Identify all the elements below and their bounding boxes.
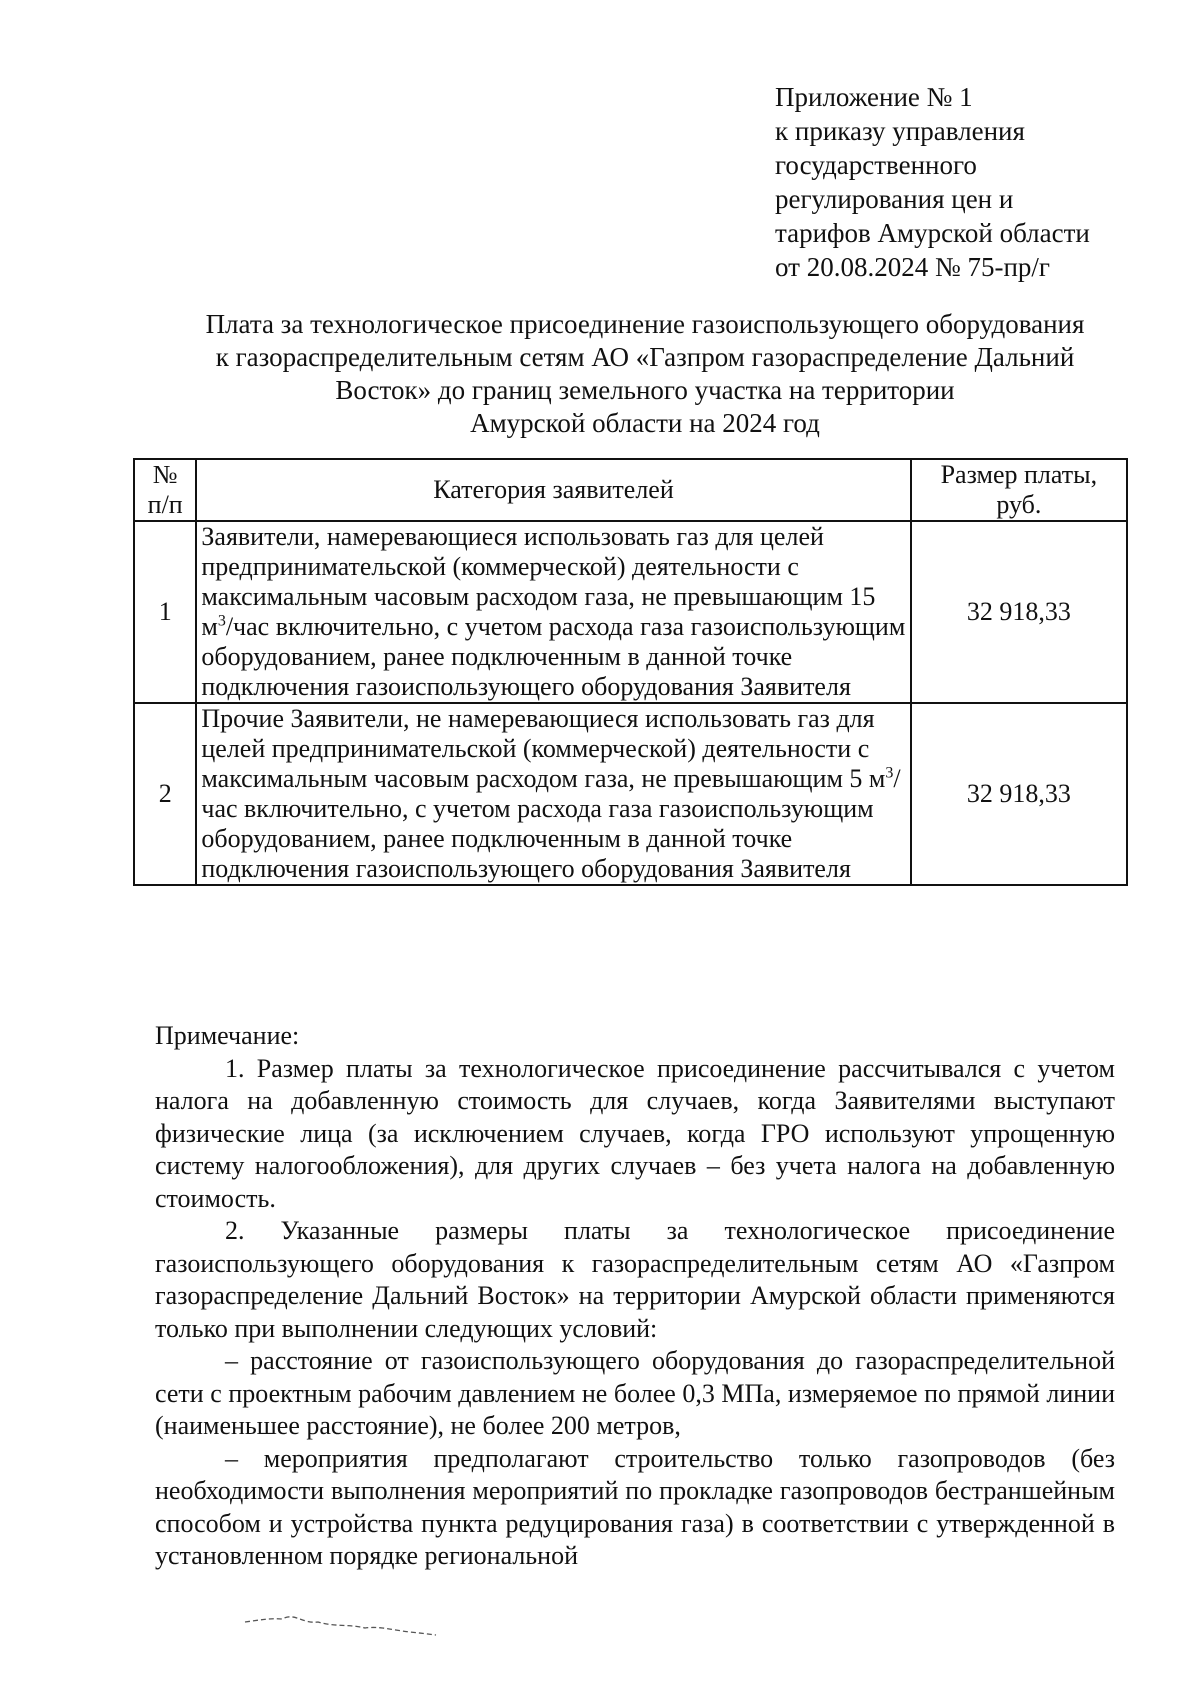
handwritten-mark xyxy=(240,1600,440,1640)
header-category: Категория заявителей xyxy=(196,459,910,521)
row-number: 2 xyxy=(134,703,196,885)
appendix-line: регулирования цен и xyxy=(775,184,1014,214)
notes-heading: Примечание: xyxy=(155,1021,300,1050)
category-text: Прочие Заявители, не намеревающиеся использовать газ для целей предпринимательской (коммерческой) деятельности с максимальным часовым расходом газа, не превышающим 5 м xyxy=(201,704,886,793)
title-line: Восток» до границ земельного участка на территории xyxy=(335,375,955,405)
title-line: к газораспределительным сетям АО «Газпром газораспределение Дальний xyxy=(215,342,1075,372)
category-text: /час включительно, с учетом расхода газа газоиспользующим оборудованием, ранее подключенным в данной точке подключения газоиспользующего оборудования Заявителя xyxy=(201,612,906,701)
superscript-unit: 3 xyxy=(217,612,226,630)
notes-section xyxy=(155,1020,1115,1573)
row-fee: 32 918,33 xyxy=(911,521,1127,703)
appendix-line: государственного xyxy=(775,150,977,180)
row-number: 1 xyxy=(134,521,196,703)
note-item-1: 1. Размер платы за технологическое присоединение рассчитывался с учетом налога на добавленную стоимость для случаев, когда Заявителями выступают физические лица (за исключением случаев, когда ГРО используют упрощенную систему налогообложения), для других случаев – без учета налога на добавленную стоимость. xyxy=(155,1053,1115,1213)
table-row xyxy=(134,703,1127,885)
appendix-line: к приказу управления xyxy=(775,116,1025,146)
category-text: /час включительно, с учетом расхода газа газоиспользующим оборудованием, ранее подключенным в данной точке подключения газоиспользующего оборудования Заявителя xyxy=(201,764,901,883)
document-title xyxy=(150,308,1140,440)
appendix-line: Приложение № 1 xyxy=(775,82,973,112)
row-category xyxy=(196,703,910,885)
fee-table xyxy=(133,458,1128,886)
superscript-unit: 3 xyxy=(885,764,894,782)
table-header-row xyxy=(134,459,1127,521)
note-item-2: 2. Указанные размеры платы за технологическое присоединение газоиспользующего оборудования к газораспределительным сетям АО «Газпром газораспределение Дальний Восток» на территории Амурской области применяются только при выполнении следующих условий: xyxy=(155,1216,1115,1343)
header-number: № п/п xyxy=(134,459,196,521)
row-fee: 32 918,33 xyxy=(911,703,1127,885)
header-fee: Размер платы, руб. xyxy=(911,459,1127,521)
condition-distance: – расстояние от газоиспользующего оборудования до газораспределительной сети с проектным рабочим давлением не более 0,3 МПа, измеряемое по прямой линии (наименьшее расстояние), не более 200 метров, xyxy=(155,1346,1115,1440)
title-line: Плата за технологическое присоединение газоиспользующего оборудования xyxy=(205,309,1085,339)
appendix-line: от 20.08.2024 № 75-пр/г xyxy=(775,252,1050,282)
row-category xyxy=(196,521,910,703)
table-row xyxy=(134,521,1127,703)
condition-construction: – мероприятия предполагают строительство только газопроводов (без необходимости выполнения мероприятий по прокладке газопроводов бестраншейным способом и устройства пункта редуцирования газа) в соответствии с утвержденной в установленном порядке региональной xyxy=(155,1443,1115,1570)
title-line: Амурской области на 2024 год xyxy=(470,408,820,438)
appendix-reference xyxy=(775,80,1155,284)
appendix-line: тарифов Амурской области xyxy=(775,218,1090,248)
category-text: Заявители, намеревающиеся использовать газ для целей предпринимательской (коммерческой) деятельности с максимальным часовым расходом газа, не превышающим 15 м xyxy=(201,522,876,641)
